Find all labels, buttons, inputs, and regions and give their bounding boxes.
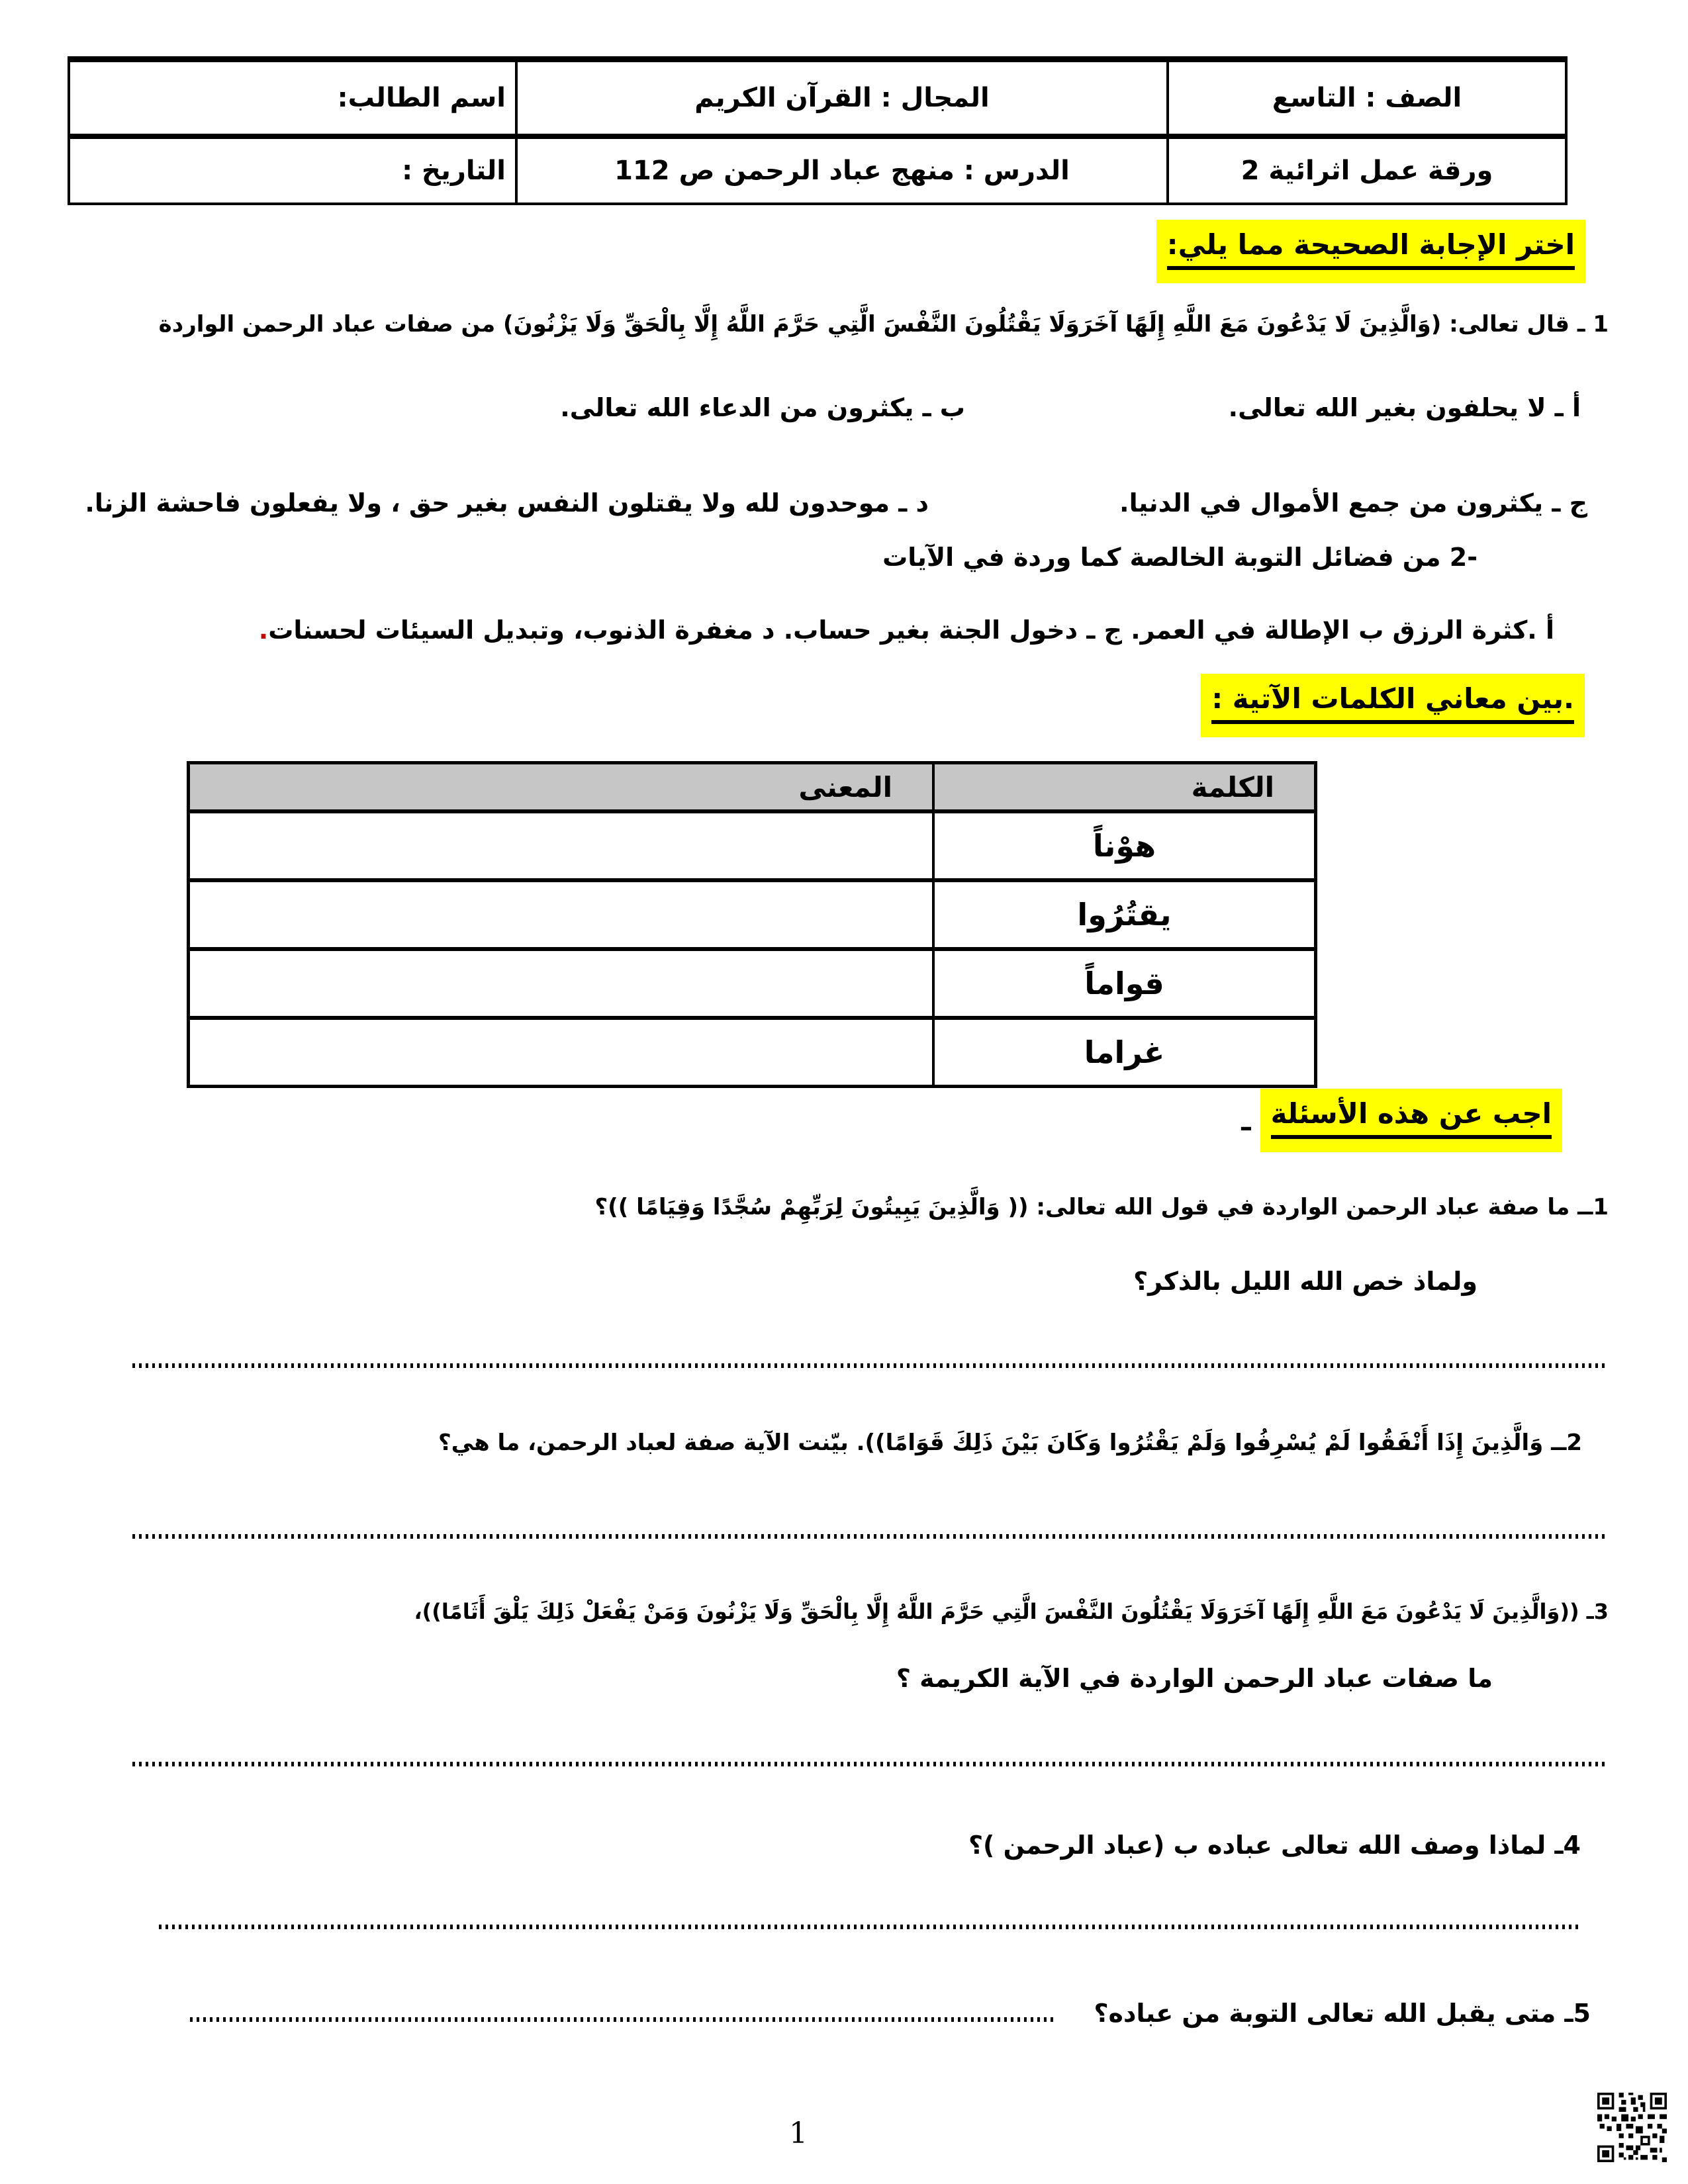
essay-section-heading-wrap xyxy=(1241,1089,1562,1152)
date-cell xyxy=(69,136,516,204)
answer-dotted-line xyxy=(159,1925,1581,1929)
essay-section-heading-highlight xyxy=(1260,1089,1562,1152)
answer-dotted-line xyxy=(132,1534,1609,1539)
mcq-q1-option-a: أ ـ لا يحلفون بغير الله تعالى. xyxy=(1228,393,1581,422)
answer-dotted-line xyxy=(190,2017,1056,2022)
vocab-meaning-blank xyxy=(189,949,934,1018)
class-cell: الصف : التاسع xyxy=(1168,60,1566,137)
vocab-header-meaning: المعنى xyxy=(189,763,934,812)
vocab-section-heading: .بين معاني الكلمات الآتية : xyxy=(1211,683,1574,724)
vocab-meaning-blank xyxy=(189,880,934,949)
essay-section-heading: اجب عن هذه الأسئلة xyxy=(1271,1098,1552,1139)
student-name-label: اسم الطالب: xyxy=(337,83,506,113)
student-name-cell xyxy=(69,60,516,137)
mcq-q2-options-text: أ .كثرة الرزق ب الإطالة في العمر. ج ـ دخول الجنة بغير حساب. د مغفرة الذنوب، وتبديل السيئات لحسنات xyxy=(268,615,1554,645)
vocab-row xyxy=(189,949,1316,1018)
vocab-row xyxy=(189,1018,1316,1087)
mcq-q2-stem: -2 من فضائل التوبة الخالصة كما وردة في الآيات xyxy=(882,543,1477,572)
mcq-section-heading-wrap xyxy=(1156,220,1585,283)
vocab-row xyxy=(189,880,1316,949)
essay-q1: 1ــ ما صفة عباد الرحمن الواردة في قول الله تعالى: (( وَالَّذِينَ يَبِيتُونَ لِرَبِّهِمْ سُجَّدًا وَقِيَامًا ))؟ xyxy=(594,1194,1609,1220)
mcq-q1-stem: 1 ـ قال تعالى: (وَالَّذِينَ لَا يَدْعُونَ مَعَ اللَّهِ إِلَهًا آخَرَوَلَا يَقْتُلُونَ النَّفْسَ الَّتِي حَرَّمَ اللَّهُ إِلَّا بِالْحَقِّ وَلَا يَزْنُونَ) من صفات عباد الرحمن الواردة xyxy=(158,311,1609,338)
essay-q3-line1: 3ـ ((وَالَّذِينَ لَا يَدْعُونَ مَعَ اللَّهِ إِلَهًا آخَرَوَلَا يَقْتُلُونَ النَّفْسَ الَّتِي حَرَّمَ اللَّهُ إِلَّا بِالْحَقِّ وَلَا يَزْنُونَ وَمَنْ يَفْعَلْ ذَلِكَ يَلْقَ أَثَامًا))، xyxy=(414,1599,1609,1624)
vocab-word: غراما xyxy=(933,1018,1316,1087)
subject-cell: المجال : القرآن الكريم xyxy=(516,60,1168,137)
essay-q1b: ولماذ خص الله الليل بالذكر؟ xyxy=(1133,1267,1477,1296)
page-number: 1 xyxy=(789,2116,808,2150)
vocab-word: قواماً xyxy=(933,949,1316,1018)
vocab-section-heading-highlight xyxy=(1201,674,1585,737)
worksheet-header-table xyxy=(68,56,1568,205)
essay-heading-dash: ـ xyxy=(1241,1104,1251,1137)
vocab-word: هوْناً xyxy=(933,811,1316,880)
mcq-section-heading-highlight xyxy=(1156,220,1585,283)
qr-code xyxy=(1597,2093,1667,2162)
essay-q2: 2ــ وَالَّذِينَ إِذَا أَنْفَقُوا لَمْ يُسْرِفُوا وَلَمْ يَقْتُرُوا وَكَانَ بَيْنَ ذَلِكَ قَوَامًا)). بيّنت الآية صفة لعباد الرحمن، ما هي؟ xyxy=(438,1430,1582,1456)
essay-q3-line2: ما صفات عباد الرحمن الواردة في الآية الكريمة ؟ xyxy=(896,1664,1493,1693)
vocab-row xyxy=(189,811,1316,880)
vocab-meaning-blank xyxy=(189,1018,934,1087)
mcq-q1-option-b: ب ـ يكثرون من الدعاء الله تعالى. xyxy=(560,393,965,422)
mcq-q1-option-c: ج ـ يكثرون من جمع الأموال في الدنيا. xyxy=(1119,488,1587,518)
mcq-q2-options-line xyxy=(259,614,1554,647)
vocab-word: يقتُرُوا xyxy=(933,880,1316,949)
answer-dotted-line xyxy=(132,1363,1609,1368)
date-label: التاريخ : xyxy=(402,156,506,186)
mcq-q1-option-d: د ـ موحدون لله ولا يقتلون النفس بغير حق ، ولا يفعلون فاحشة الزنا. xyxy=(85,488,929,518)
worksheet-number-cell: ورقة عمل اثرائية 2 xyxy=(1168,136,1566,204)
vocab-table xyxy=(187,761,1317,1088)
mcq-section-heading: اختر الإجابة الصحيحة مما يلي: xyxy=(1167,229,1575,270)
vocab-meaning-blank xyxy=(189,811,934,880)
mcq-q2-red-period: . xyxy=(258,615,269,645)
answer-dotted-line xyxy=(132,1762,1609,1766)
vocab-header-word: الكلمة xyxy=(933,763,1316,812)
lesson-cell: الدرس : منهج عباد الرحمن ص 112 xyxy=(516,136,1168,204)
vocab-section-heading-wrap xyxy=(1201,674,1585,737)
essay-q4: 4ـ لماذا وصف الله تعالى عباده ب (عباد الرحمن )؟ xyxy=(968,1831,1581,1860)
essay-q5: 5ـ متى يقبل الله تعالى التوبة من عباده؟ xyxy=(1094,1999,1591,2028)
